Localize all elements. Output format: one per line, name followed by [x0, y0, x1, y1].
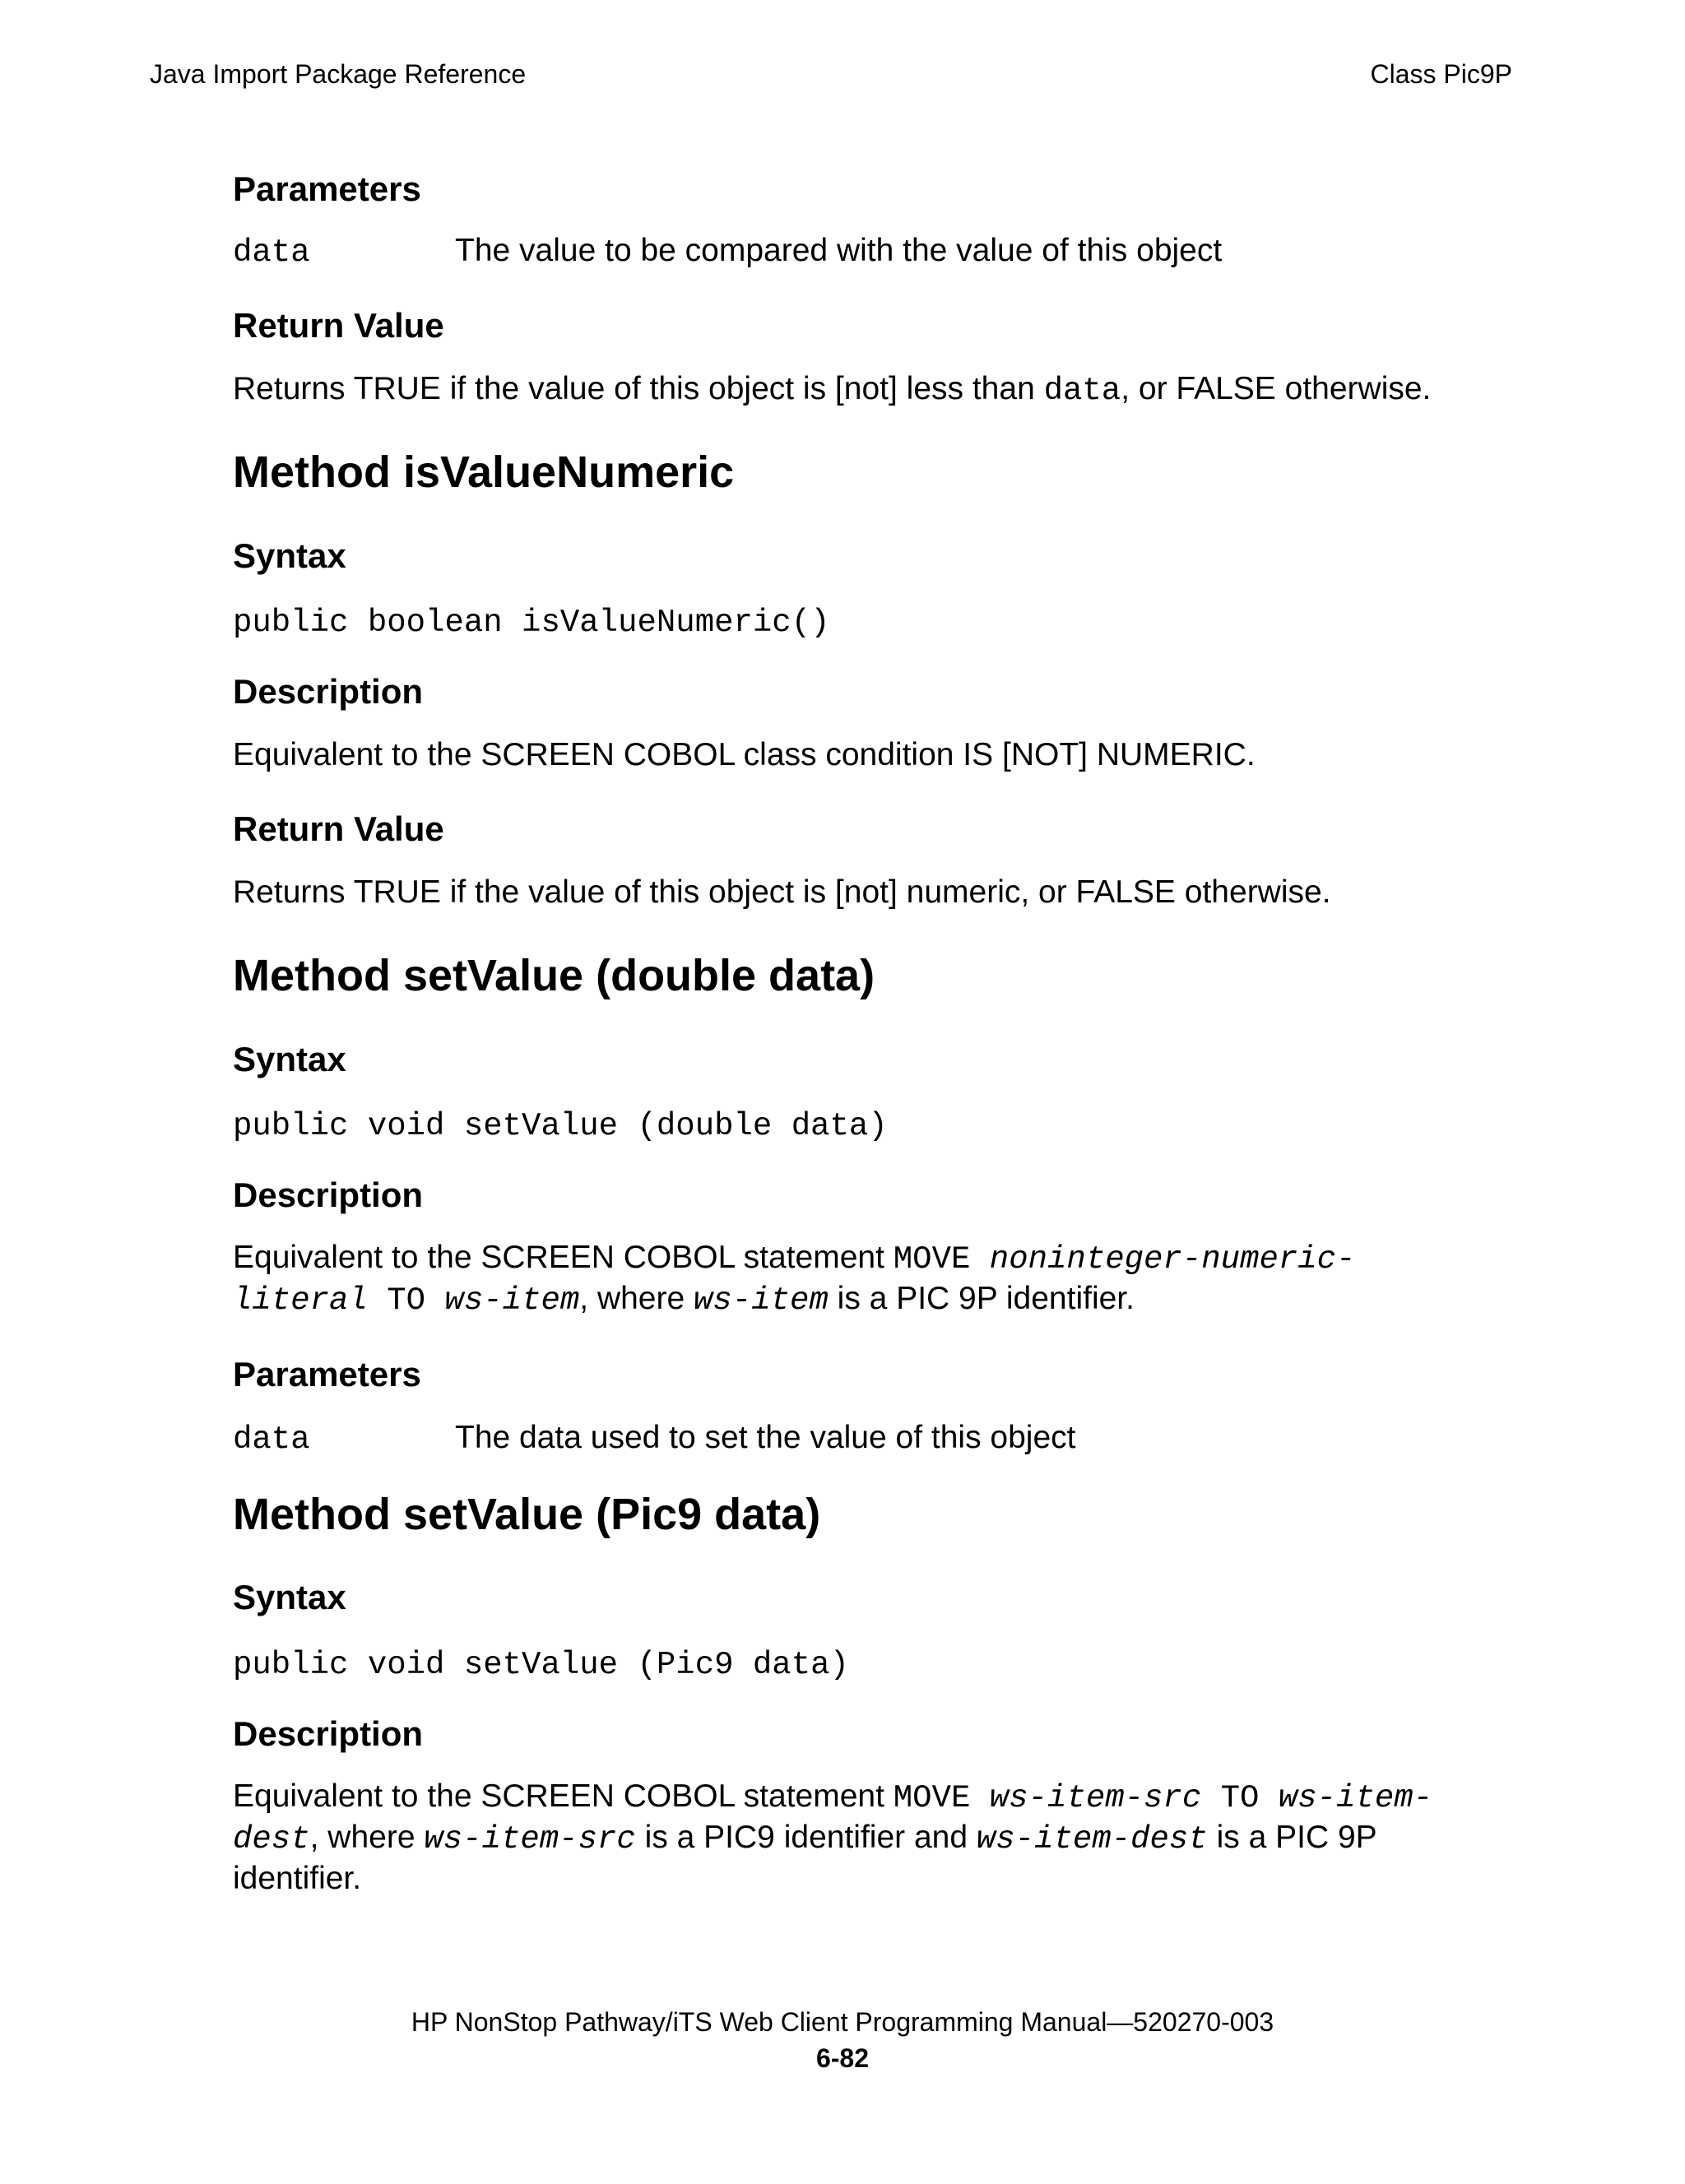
syntax-heading: Syntax: [233, 1578, 346, 1616]
parameters-heading: Parameters: [233, 169, 421, 208]
param-description: The value to be compared with the value of this object: [455, 233, 1223, 268]
method-title: Method setValue (Pic9 data): [233, 1490, 821, 1539]
method-title: Method setValue (double data): [233, 951, 875, 1000]
return-value-text: Returns TRUE if the value of this object is [not] less than data, or FALSE otherwise.: [233, 371, 1432, 409]
return-value-heading: Return Value: [233, 809, 444, 848]
description-text: Equivalent to the SCREEN COBOL class condition IS [NOT] NUMERIC.: [233, 737, 1256, 772]
syntax-code: public boolean isValueNumeric(): [233, 605, 830, 641]
footer-manual-title: HP NonStop Pathway/iTS Web Client Programming Manual—520270-003: [411, 2007, 1274, 2037]
description-heading: Description: [233, 672, 424, 711]
param-name: data: [233, 234, 310, 271]
syntax-heading: Syntax: [233, 536, 346, 575]
description-heading: Description: [233, 1714, 424, 1753]
return-value-heading: Return Value: [233, 306, 444, 345]
running-header-left: Java Import Package Reference: [150, 59, 527, 89]
syntax-heading: Syntax: [233, 1040, 346, 1078]
param-description: The data used to set the value of this object: [455, 1420, 1076, 1455]
description-text: Equivalent to the SCREEN COBOL statement MOVE ws-item-src TO ws-item- dest, where ws-item-src is a PIC9 identifier and ws-item-dest is a PIC 9P identifier.: [233, 1778, 1433, 1896]
param-name: data: [233, 1421, 310, 1458]
method-title: Method isValueNumeric: [233, 447, 735, 497]
syntax-code: public void setValue (double data): [233, 1108, 888, 1144]
description-heading: Description: [233, 1175, 424, 1214]
running-header-right: Class Pic9P: [1370, 59, 1512, 89]
description-text: Equivalent to the SCREEN COBOL statement MOVE noninteger-numeric- literal TO ws-item, where ws-item is a PIC 9P identifier.: [233, 1240, 1356, 1319]
page-number: 6-82: [815, 2043, 870, 2073]
return-value-text: Returns TRUE if the value of this object is [not] numeric, or FALSE otherwise.: [233, 874, 1331, 910]
parameters-heading: Parameters: [233, 1355, 421, 1393]
syntax-code: public void setValue (Pic9 data): [233, 1647, 849, 1683]
